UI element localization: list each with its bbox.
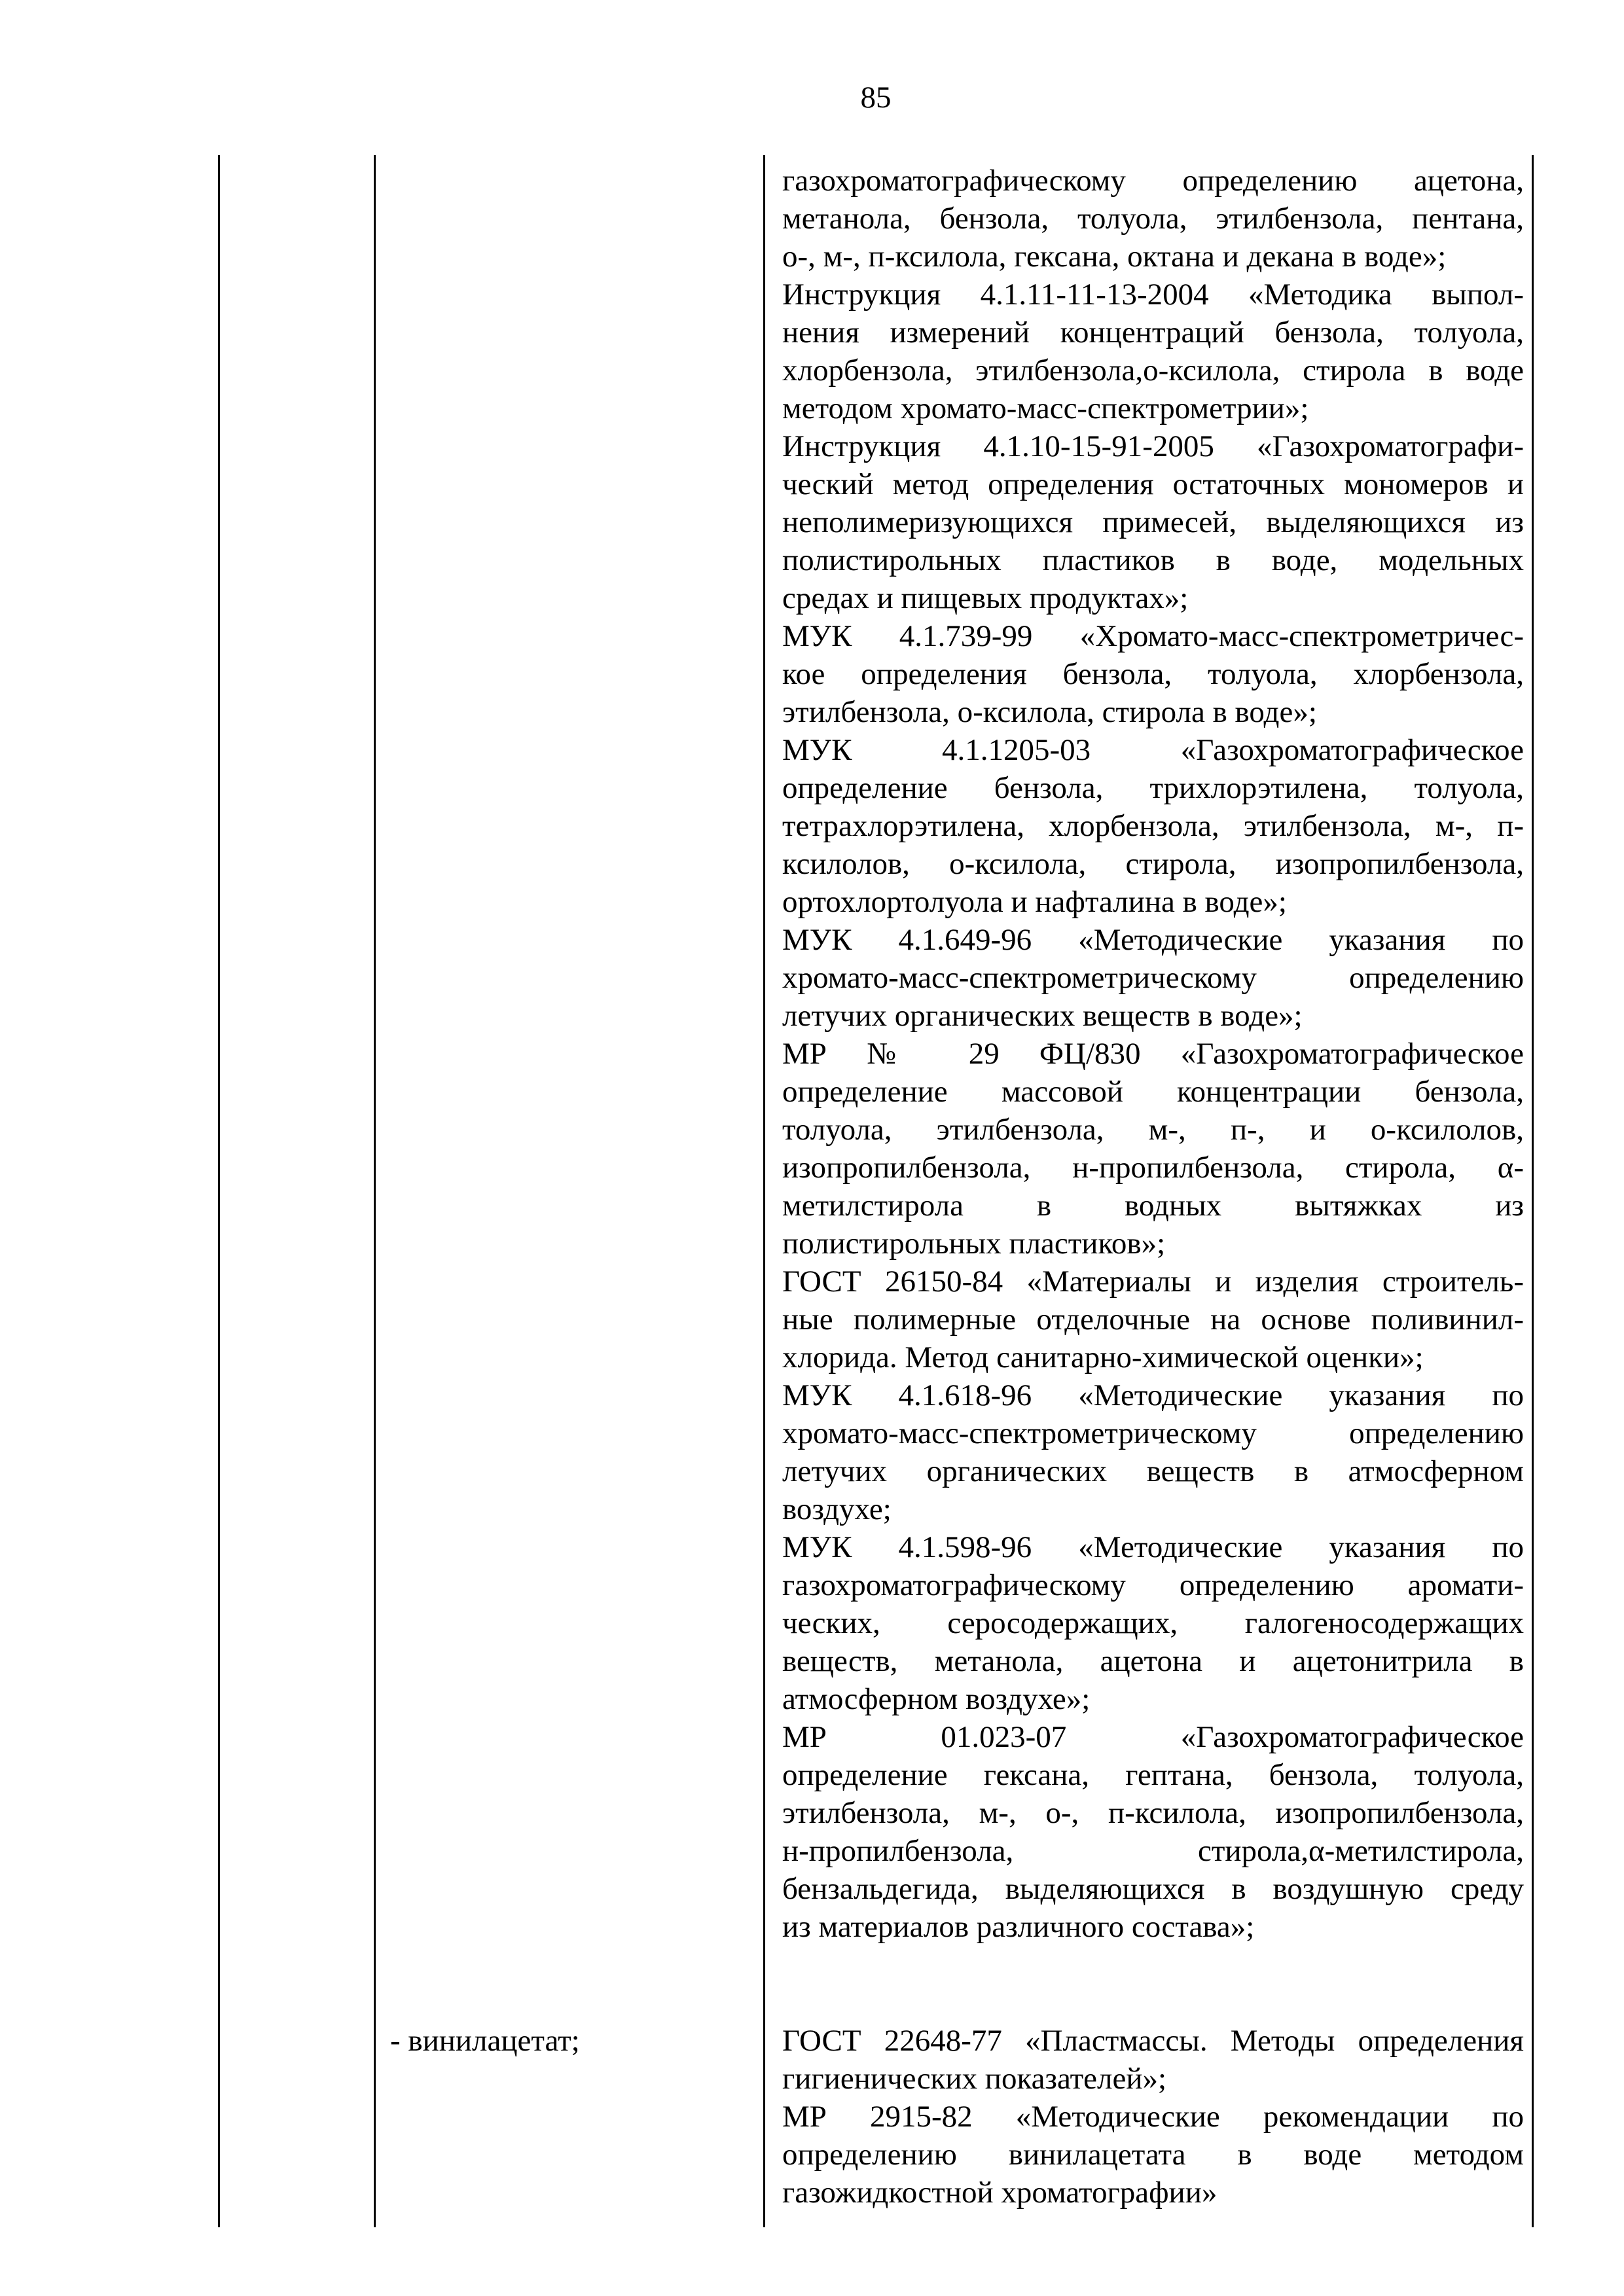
- text-line: ческий метод определения остаточных мономеров и: [782, 467, 1524, 501]
- text-line: изопропилбензола, н-пропилбензола, стирола, α-: [782, 1151, 1524, 1185]
- substance-cell: [375, 155, 765, 1988]
- text-line: летучих органических веществ в атмосферном: [782, 1454, 1524, 1488]
- text-line: МУК 4.1.1205-03 «Газохроматографическое: [782, 733, 1524, 767]
- text-line: хромато-масс-спектрометрическому определению: [782, 961, 1524, 995]
- text-line: летучих органических веществ в воде»;: [782, 999, 1303, 1033]
- text-line: ные полимерные отделочные на основе поливинил-: [782, 1302, 1524, 1336]
- text-line: хромато-масс-спектрометрическому определению: [782, 1416, 1524, 1450]
- text-line: из материалов различного состава»;: [782, 1910, 1255, 1944]
- text-line: газохроматографическому определению ацетона,: [782, 164, 1524, 198]
- text-line: этилбензола, о-ксилола, стирола в воде»;: [782, 695, 1317, 729]
- text-line: МР 01.023-07 «Газохроматографическое: [782, 1720, 1524, 1754]
- method-paragraph: [782, 1528, 1524, 1718]
- text-line: МУК 4.1.649-96 «Методические указания по: [782, 923, 1524, 957]
- method-paragraph: [782, 1035, 1524, 1263]
- empty-cell: [219, 155, 375, 1988]
- methods-list: [782, 162, 1524, 1946]
- text-line: хлорида. Метод санитарно-химической оценки»;: [782, 1340, 1424, 1374]
- text-line: ортохлортолуола и нафталина в воде»;: [782, 885, 1287, 919]
- text-line: газожидкостной хроматографии»: [782, 2176, 1218, 2210]
- text-line: о-, м-, п-ксилола, гексана, октана и декана в воде»;: [782, 240, 1447, 274]
- text-line: МР 2915-82 «Методические рекомендации по: [782, 2100, 1524, 2134]
- text-line: воздухе;: [782, 1492, 892, 1526]
- method-paragraph: [782, 276, 1524, 427]
- text-line: толуола, этилбензола, м-, п-, и о-ксилолов,: [782, 1113, 1524, 1147]
- text-line: н-пропилбензола, стирола,α-метилстирола,: [782, 1834, 1524, 1868]
- text-line: тетрахлорэтилена, хлорбензола, этилбензола, м-, п-: [782, 809, 1524, 843]
- method-paragraph: [782, 162, 1524, 276]
- method-paragraph: [782, 2022, 1524, 2098]
- table-row: [219, 1988, 1533, 2227]
- methods-list: [782, 2022, 1524, 2212]
- text-line: хлорбензола, этилбензола,о-ксилола, стирола в воде: [782, 353, 1524, 387]
- methods-cell: [765, 1988, 1533, 2227]
- text-line: МУК 4.1.739-99 «Хромато-масс-спектрометричес-: [782, 619, 1524, 653]
- method-paragraph: [782, 2098, 1524, 2212]
- text-line: ГОСТ 22648-77 «Пластмассы. Методы определения: [782, 2024, 1524, 2058]
- substance-label: - винилацетат;: [390, 2024, 580, 2058]
- text-line: методом хромато-масс-спектрометрии»;: [782, 391, 1309, 425]
- text-line: метанола, бензола, толуола, этилбензола, пентана,: [782, 202, 1524, 236]
- methods-cell: [765, 155, 1533, 1988]
- text-line: МР № 29 ФЦ/830 «Газохроматографическое: [782, 1037, 1524, 1071]
- method-paragraph: [782, 427, 1524, 617]
- text-line: МУК 4.1.618-96 «Методические указания по: [782, 1378, 1524, 1412]
- method-paragraph: [782, 921, 1524, 1035]
- method-paragraph: [782, 731, 1524, 921]
- text-line: Инструкция 4.1.11-11-13-2004 «Методика выпол-: [782, 278, 1524, 312]
- text-line: полистирольных пластиков»;: [782, 1227, 1166, 1261]
- table-row: [219, 155, 1533, 1988]
- method-paragraph: [782, 617, 1524, 731]
- text-line: Инструкция 4.1.10-15-91-2005 «Газохроматографи-: [782, 429, 1524, 463]
- method-paragraph: [782, 1263, 1524, 1376]
- text-line: этилбензола, м-, о-, п-ксилола, изопропилбензола,: [782, 1796, 1524, 1830]
- text-line: МУК 4.1.598-96 «Методические указания по: [782, 1530, 1524, 1564]
- text-line: неполимеризующихся примесей, выделяющихся из: [782, 505, 1524, 539]
- method-paragraph: [782, 1376, 1524, 1528]
- text-line: гигиенических показателей»;: [782, 2062, 1167, 2096]
- text-line: определение гексана, гептана, бензола, толуола,: [782, 1758, 1524, 1792]
- text-line: бензальдегида, выделяющихся в воздушную среду: [782, 1872, 1524, 1906]
- text-line: веществ, метанола, ацетона и ацетонитрила в: [782, 1644, 1524, 1678]
- text-line: определение массовой концентрации бензола,: [782, 1075, 1524, 1109]
- text-line: средах и пищевых продуктах»;: [782, 581, 1189, 615]
- empty-cell: [219, 1988, 375, 2227]
- text-line: определению винилацетата в воде методом: [782, 2138, 1524, 2172]
- text-line: кое определения бензола, толуола, хлорбензола,: [782, 657, 1524, 691]
- text-line: определение бензола, трихлорэтилена, толуола,: [782, 771, 1524, 805]
- text-line: ческих, серосодержащих, галогеносодержащих: [782, 1606, 1524, 1640]
- text-line: нения измерений концентраций бензола, толуола,: [782, 315, 1524, 350]
- method-paragraph: [782, 1718, 1524, 1946]
- text-line: ГОСТ 26150-84 «Материалы и изделия строитель-: [782, 1265, 1524, 1299]
- text-line: атмосферном воздухе»;: [782, 1682, 1091, 1716]
- substance-cell: [375, 1988, 765, 2227]
- methods-table: [218, 155, 1534, 2227]
- text-line: ксилолов, о-ксилола, стирола, изопропилбензола,: [782, 847, 1524, 881]
- page-number: 85: [860, 81, 892, 115]
- text-line: газохроматографическому определению аромати-: [782, 1568, 1524, 1602]
- text-line: полистирольных пластиков в воде, модельных: [782, 543, 1524, 577]
- text-line: метилстирола в водных вытяжках из: [782, 1189, 1524, 1223]
